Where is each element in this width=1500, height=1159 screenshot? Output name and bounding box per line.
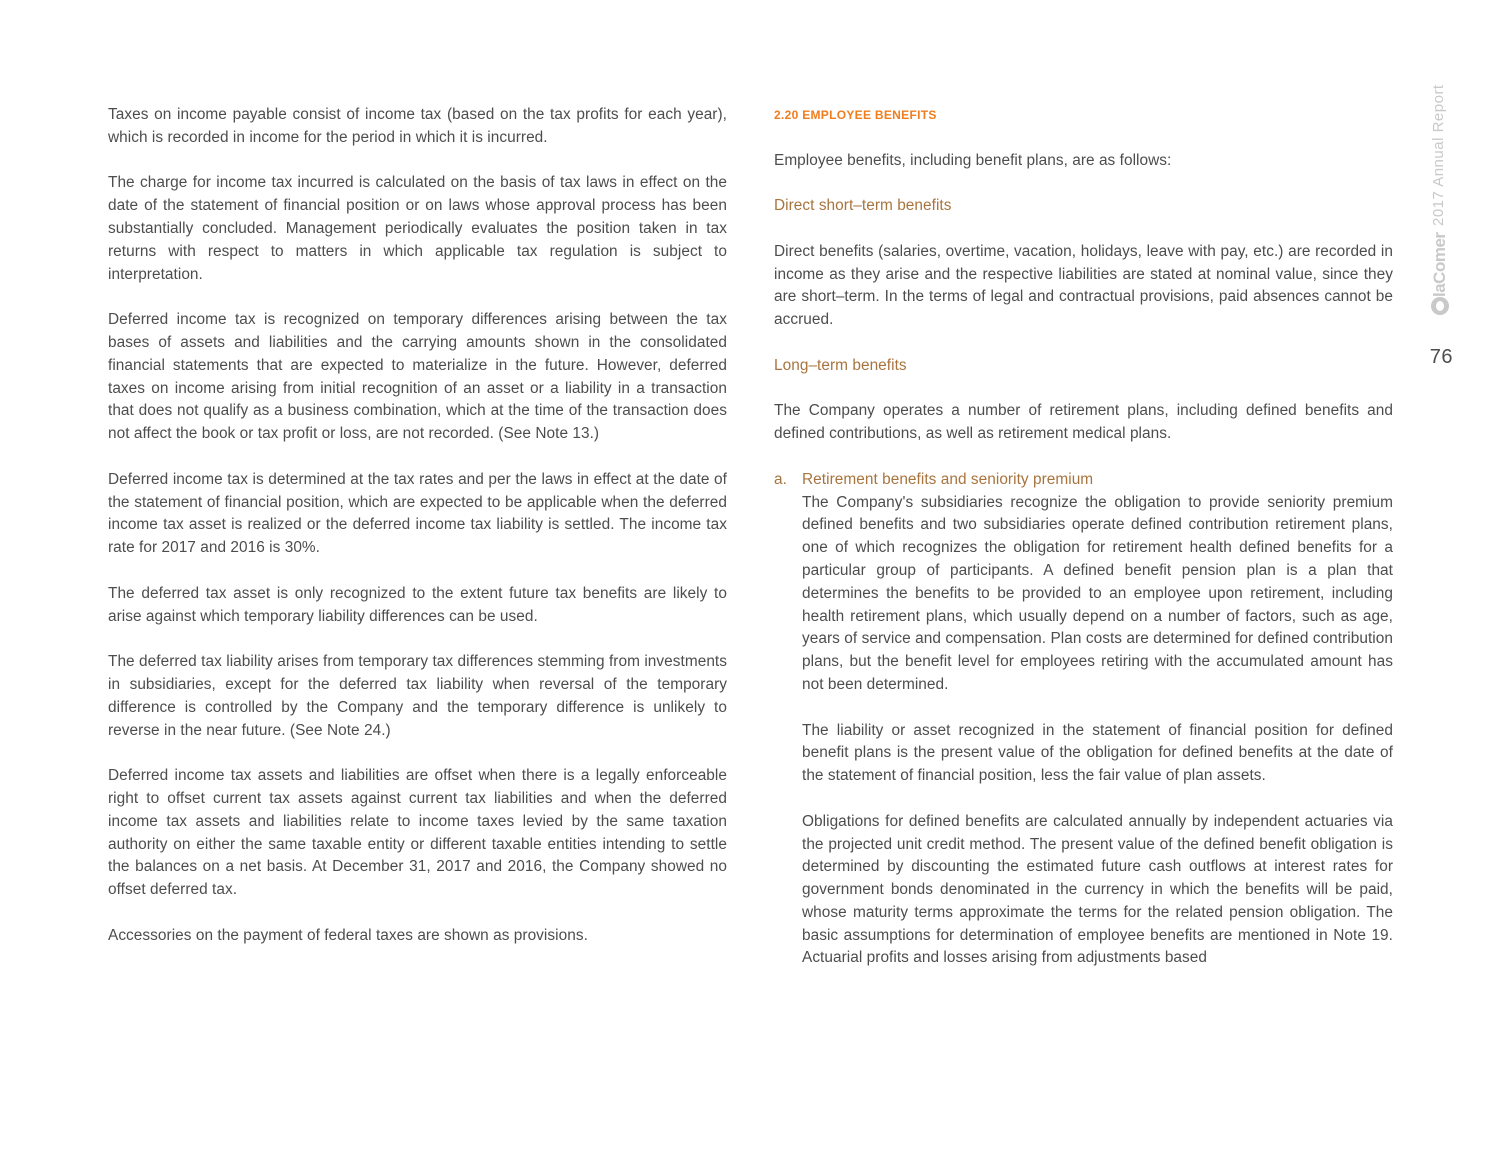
sidebar xyxy=(1428,66,1454,376)
paragraph-deferred-asset: The deferred tax asset is only recognized to the extent future tax benefits are likely to arise against which temporary liability differences can be used. xyxy=(108,584,727,625)
paragraph-taxes-payable: Taxes on income payable consist of income tax (based on the tax profits for each year), which is recorded in income for the period in which it is incurred. xyxy=(108,106,727,146)
paragraph-income-tax-charge: The charge for income tax incurred is calculated on the basis of tax laws in effect on the date of the statement of financial position or on laws whose approval process has been substantially concluded. Management periodically evaluates the position taken in tax returns with respect to matters in which applicable tax regulation is subject to interpretation. xyxy=(108,174,727,283)
retirement-paragraph-actuaries: Obligations for defined benefits are calculated annually by independent actuaries via the projected unit credit method. The present value of the defined benefit obligation is determined by discounting the estimated future cash outflows at interest rates for government bonds denominated in the currency in which the benefits will be paid, whose maturity terms approximate the terms for the related pension obligation. The basic assumptions for determination of employee benefits are mentioned in Note 19. Actuarial profits and losses arising from adjustments based xyxy=(802,812,1393,967)
paragraph-offset: Deferred income tax assets and liabilities are offset when there is a legally enforceable right to offset current tax assets against current tax liabilities and when the deferred income tax assets and liabilities relate to income taxes levied by the same taxation authority on either the same taxable entity or different taxable entities intending to settle the balances on a net basis. At December 31, 2017 and 2016, the Company showed no offset deferred tax. xyxy=(108,767,727,899)
long-term-heading: Long–term benefits xyxy=(774,356,907,374)
retirement-paragraph-obligation: The Company's subsidiaries recognize the obligation to provide seniority premium defined benefits and two subsidiaries operate defined contribution retirement plans, one of which recognizes the obligation for retirement health defined benefits for a particular group of participants. A defined benefit pension plan is a plan that determines the benefits to be provided to an employee upon retirement, including health retirement plans, which usually depend on a number of factors, such as age, years of service and compensation. Plan costs are determined for defined contribution plans, but the benefit level for employees retiring with the accumulated amount has not been determined. xyxy=(802,493,1393,693)
logo-text: laComer xyxy=(1430,232,1449,297)
list-item-retirement xyxy=(774,469,1393,971)
left-column xyxy=(108,104,727,970)
paragraph-deferred-liability: The deferred tax liability arises from temporary tax differences stemming from investments in subsidiaries, except for the deferred tax liability when reversal of the temporary difference is controlled by the Company and the temporary difference is unlikely to reverse in the near future. (See Note 24.) xyxy=(108,653,727,739)
short-term-text: Direct benefits (salaries, overtime, vacation, holidays, leave with pay, etc.) are recorded in income as they arise and the respective liabilities are stated at nominal value, since they are short–term. In the terms of legal and contractual provisions, paid absences cannot be accrued. xyxy=(774,242,1393,329)
short-term-heading: Direct short–term benefits xyxy=(774,197,952,215)
list-marker: a. xyxy=(774,470,787,488)
list-item-title: Retirement benefits and seniority premium xyxy=(802,470,1094,488)
brand-logo xyxy=(1430,232,1454,336)
retirement-paragraph-liability: The liability or asset recognized in the statement of financial position for defined benefit plans is the present value of the obligation for defined benefits at the date of the statement of financial position, less the fair value of plan assets. xyxy=(802,721,1393,785)
comer-swirl-icon xyxy=(1431,297,1449,315)
page-number: 76 xyxy=(1429,346,1453,368)
paragraph-deferred-recognition: Deferred income tax is recognized on temporary differences arising between the tax bases of assets and liabilities and the carrying amounts shown in the consolidated financial statements that are expected to materialize in the future. However, deferred taxes on income arising from initial recognition of an asset or a liability in a transaction that does not qualify as a business combination, which at the time of the transaction does not affect the book or tax profit or loss, are not recorded. (See Note 13.) xyxy=(108,311,727,443)
paragraph-deferred-rates: Deferred income tax is determined at the tax rates and per the laws in effect at the date of the statement of financial position, which are expected to be applicable when the deferred income tax asset is realized or the deferred income tax liability is settled. The income tax rate for 2017 and 2016 is 30%. xyxy=(108,470,727,557)
benefits-intro: Employee benefits, including benefit plans, are as follows: xyxy=(774,151,1172,169)
section-heading: 2.20 EMPLOYEE BENEFITS xyxy=(774,108,937,122)
paragraph-accessories: Accessories on the payment of federal taxes are shown as provisions. xyxy=(108,926,588,944)
report-title: 2017 Annual Report xyxy=(1430,84,1447,226)
right-column xyxy=(774,104,1393,993)
long-term-text: The Company operates a number of retirement plans, including defined benefits and defined contributions, as well as retirement medical plans. xyxy=(774,402,1393,443)
